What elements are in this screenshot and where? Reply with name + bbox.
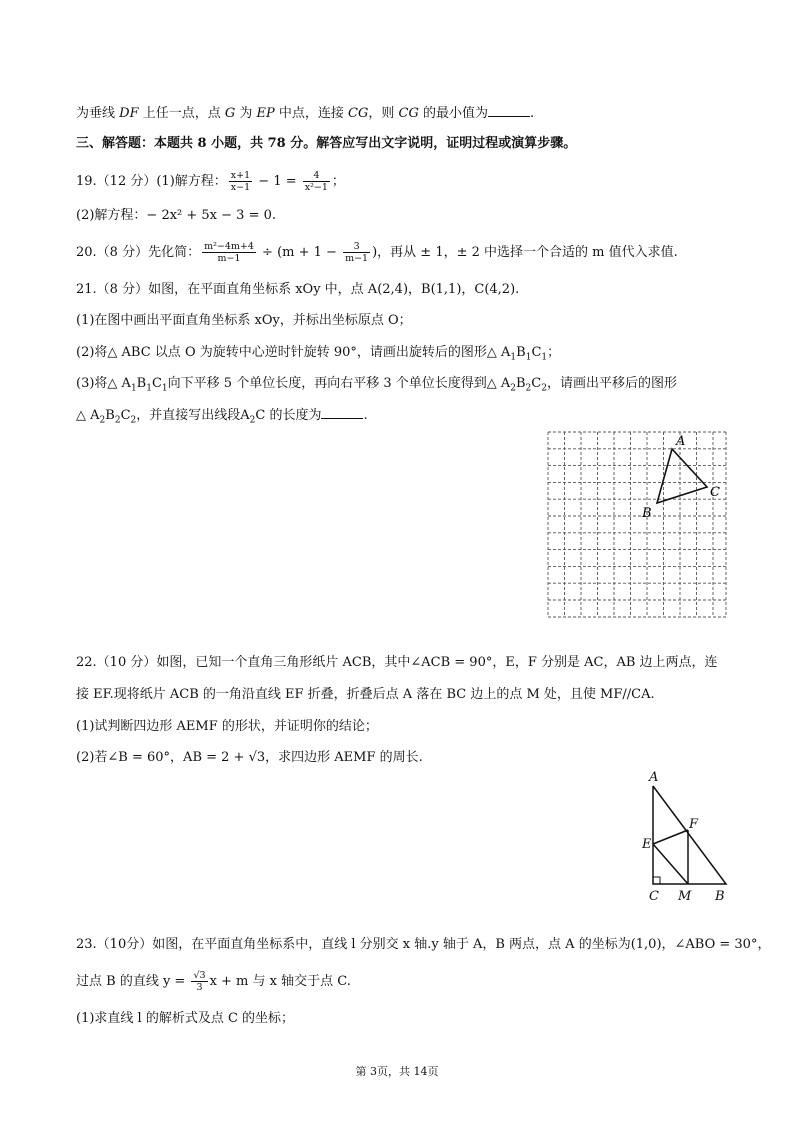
segment-ef <box>653 830 688 844</box>
fraction: $\frac{\text{m²−4m+4}}{m-1}$ <box>204 241 254 264</box>
q21-line5: △ $A_2B_2C_2$，并直接写出线段$A_2C$ 的长度为 . <box>76 408 368 426</box>
label-a: A <box>676 434 686 449</box>
q21-line1: 21.（8 分）如图，在平面直角坐标系 xOy 中，点 A(2,4)，B(1,1)，C(4,2). <box>76 282 520 297</box>
label-c: C <box>649 889 659 904</box>
q23-line1: 23.（10分）如图，在平面直角坐标系中，直线 l 分别交 x 轴.y 轴于 A，B 两点，点 A 的坐标为(1,0)，∠ABO = 30°， <box>76 937 771 952</box>
q23-line2: 过点 B 的直线 y = $\frac{√3}{3}$ x + m 与 x 轴交于点 C. <box>76 970 351 993</box>
q22-line3: (1)试判断四边形 AEMF 的形状，并证明你的结论； <box>76 719 378 734</box>
q21-line3: (2)将△ ABC 以点 O 为旋转中心逆时针旋转 90°，请画出旋转后的图形△ $A_1B_1C_1$； <box>76 345 561 363</box>
label-b: B <box>715 889 725 904</box>
label-e: E <box>642 837 652 852</box>
answer-blank <box>321 406 363 419</box>
section-heading: 三、解答题：本题共 8 小题，共 78 分。解答应写出文字说明，证明过程或演算步骤。 <box>76 136 577 151</box>
q18-tail-line: 为垂线 DF 上任一点，点 G 为 EP 中点，连接 CG，则 CG 的最小值为 . <box>76 106 535 121</box>
label-a: A <box>649 770 659 785</box>
fraction: $\frac{√3}{3}$ <box>193 970 206 993</box>
q21-line2: (1)在图中画出平面直角坐标系 xOy，并标出坐标原点 O； <box>76 313 412 328</box>
right-angle-mark <box>653 877 660 884</box>
triangle-abc <box>657 449 707 503</box>
q21-line4: (3)将△ $A_1B_1C_1$向下平移 5 个单位长度，再向右平移 3 个单位长度得到△ $A_2B_2C_2$，请画出平移后的图形 <box>76 376 677 394</box>
q22-line2: 接 EF.现将纸片 ACB 的一角沿直线 EF 折叠，折叠后点 A 落在 BC 边上的点 M 处，且使 MF//CA. <box>76 687 655 702</box>
q23-line3: (1)求直线 l 的解析式及点 C 的坐标； <box>76 1011 295 1026</box>
q19-part2: (2)解方程：− 2x² + 5x − 3 = 0. <box>76 208 277 223</box>
q22-line1: 22.（10 分）如图，已知一个直角三角形纸片 ACB，其中∠ACB = 90°，E，F 分别是 AC，AB 边上两点，连 <box>76 655 718 670</box>
q20-line: 20.（8 分）先化简： $\frac{\text{m²−4m+4}}{m-1}$ ÷ (m + 1 − $\frac{3}{m-1}$ )，再从 ± 1，± 2 中选择一个合适的 m 值代入求值. <box>76 241 678 264</box>
dashed-grid <box>548 432 726 617</box>
triangle-acb <box>653 786 726 884</box>
q21-grid-figure <box>544 428 730 622</box>
fraction: $\frac{x+1}{x-1}$ <box>230 170 251 193</box>
q19-part1: 19.（12 分）(1)解方程： $\frac{x+1}{x-1}$ − 1 = $\frac{4}{\text{x²−1}}$ ； <box>76 170 345 193</box>
label-f: F <box>689 817 699 832</box>
page-footer: 第 3页，共 14页 <box>355 1065 439 1078</box>
q22-line4: (2)若∠B = 60°，AB = 2 + √3，求四边形 AEMF 的周长. <box>76 750 423 765</box>
segment-em <box>653 844 688 884</box>
q22-triangle-figure <box>636 766 736 906</box>
label-c: C <box>710 485 720 500</box>
label-m: M <box>678 889 692 904</box>
fraction: $\frac{4}{\text{x²−1}}$ <box>304 170 328 193</box>
label-b: B <box>642 506 652 521</box>
fraction: $\frac{3}{m-1}$ <box>345 241 369 264</box>
answer-blank <box>488 104 530 117</box>
